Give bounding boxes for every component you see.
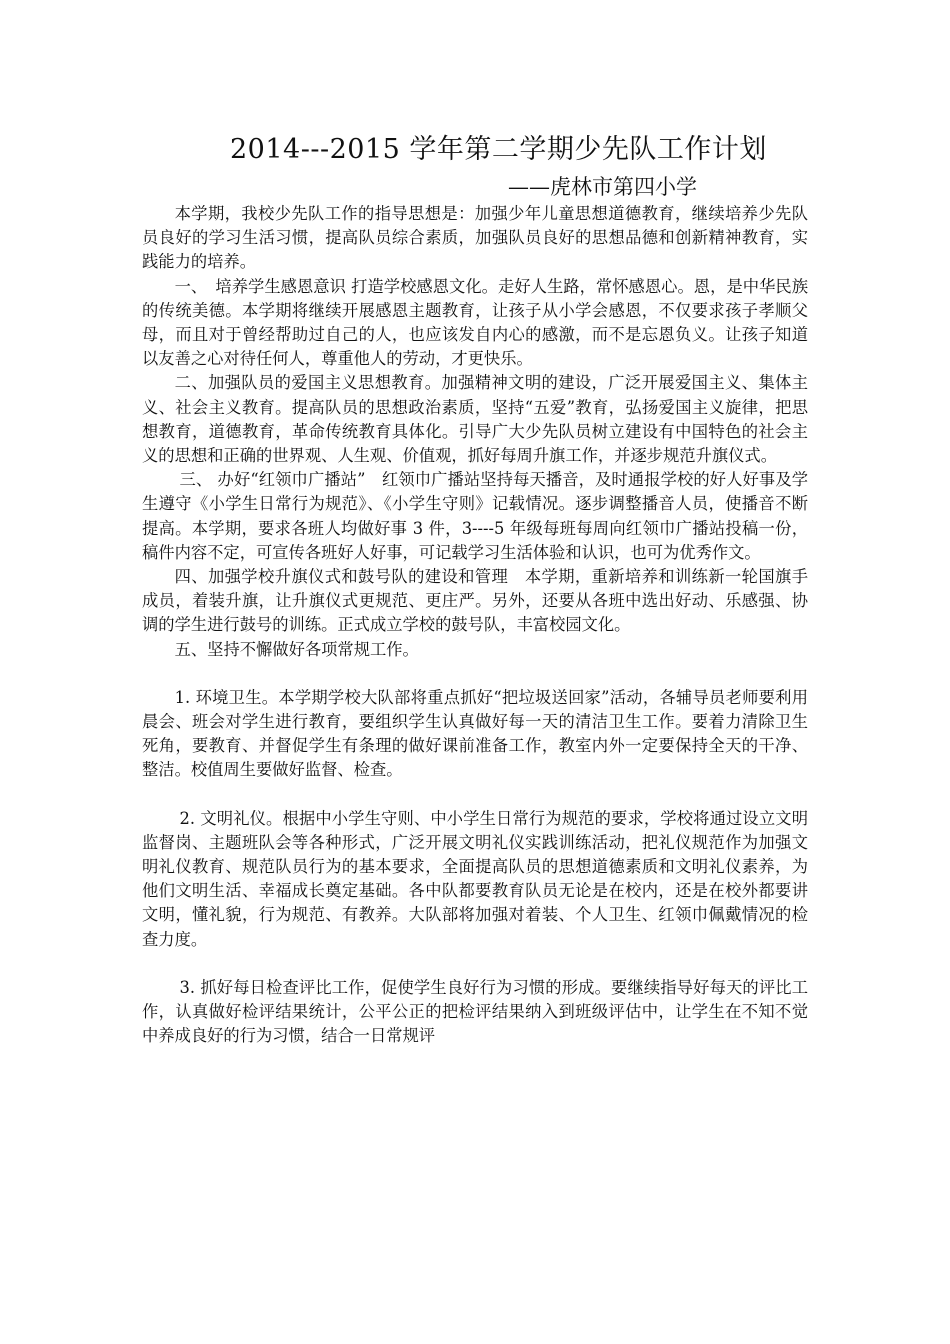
document-body [142, 202, 808, 1049]
paragraph-section-2: 二、加强队员的爱国主义思想教育。加强精神文明的建设，广泛开展爱国主义、集体主义、社会主义教育。提高队员的思想政治素质，坚持“五爱”教育，弘扬爱国主义旋律，把思想教育，道德教育，革命传统教育具体化。引导广大少先队员树立建设有中国特色的社会主义的思想和正确的世界观、人生观、价值观，抓好每周升旗工作，并逐步规范升旗仪式。 [142, 373, 808, 466]
paragraph-section-1: 一、 培养学生感恩意识 打造学校感恩文化。走好人生路，常怀感恩心。恩，是中华民族的传统美德。本学期将继续开展感恩主题教育，让孩子从小学会感恩，不仅要求孩子孝顺父母，而且对于曾经帮助过自己的人，也应该发自内心的感激，而不是忘恩负义。让孩子知道以友善之心对待任何人，尊重他人的劳动，才更快乐。 [142, 276, 808, 369]
paragraph-intro: 本学期，我校少先队工作的指导思想是：加强少年儿童思想道德教育，继续培养少先队员良好的学习生活习惯，提高队员综合素质，加强队员良好的思想品德和创新精神教育，实践能力的培养。 [142, 204, 808, 272]
paragraph-section-3: 三、 办好“红领巾广播站” 红领巾广播站坚持每天播音，及时通报学校的好人好事及学生遵守《小学生日常行为规范》、《小学生守则》记载情况。逐步调整播音人员，使播音不断提高。本学期，要求各班人均做好事 3 件，3----5 年级每班每周向红领巾广播站投稿一份，稿件内容不定，可宣传各班好人好事，可记载学习生活体验和认识，也可为优秀作文。 [142, 470, 808, 562]
paragraph-section-5: 五、坚持不懈做好各项常规工作。 [174, 639, 419, 659]
document-subtitle: ——虎林市第四小学 [508, 175, 697, 199]
paragraph-item-1: 1. 环境卫生。本学期学校大队部将重点抓好“把垃圾送回家”活动，各辅导员老师要利用晨会、班会对学生进行教育，要组织学生认真做好每一天的清洁卫生工作。要着力清除卫生死角，要教育、并督促学生有条理的做好课前准备工作，教室内外一定要保持全天的干净、整洁。校值周生要做好监督、检查。 [142, 687, 808, 780]
paragraph-section-4: 四、加强学校升旗仪式和鼓号队的建设和管理 本学期，重新培养和训练新一轮国旗手成员，着装升旗，让升旗仪式更规范、更庄严。另外，还要从各班中选出好动、乐感强、协调的学生进行鼓号的训练。正式成立学校的鼓号队，丰富校园文化。 [142, 567, 808, 635]
paragraph-item-2: 2. 文明礼仪。根据中小学生守则、中小学生日常行为规范的要求，学校将通过设立文明监督岗、主题班队会等各种形式，广泛开展文明礼仪实践训练活动，把礼仪规范作为加强文明礼仪教育、规范队员行为的基本要求，全面提高队员的思想道德素质和文明礼仪素养，为他们文明生活、幸福成长奠定基础。各中队都要教育队员无论是在校内，还是在校外都要讲文明，懂礼貌，行为规范、有教养。大队部将加强对着装、个人卫生、红领巾佩戴情况的检查力度。 [142, 808, 808, 949]
document-title: 2014---2015 学年第二学期少先队工作计划 [230, 134, 767, 165]
paragraph-item-3: 3. 抓好每日检查评比工作，促使学生良好行为习惯的形成。要继续指导好每天的评比工作，认真做好检评结果统计，公平公正的把检评结果纳入到班级评估中，让学生在不知不觉中养成良好的行为习惯，结合一日常规评 [142, 977, 808, 1046]
